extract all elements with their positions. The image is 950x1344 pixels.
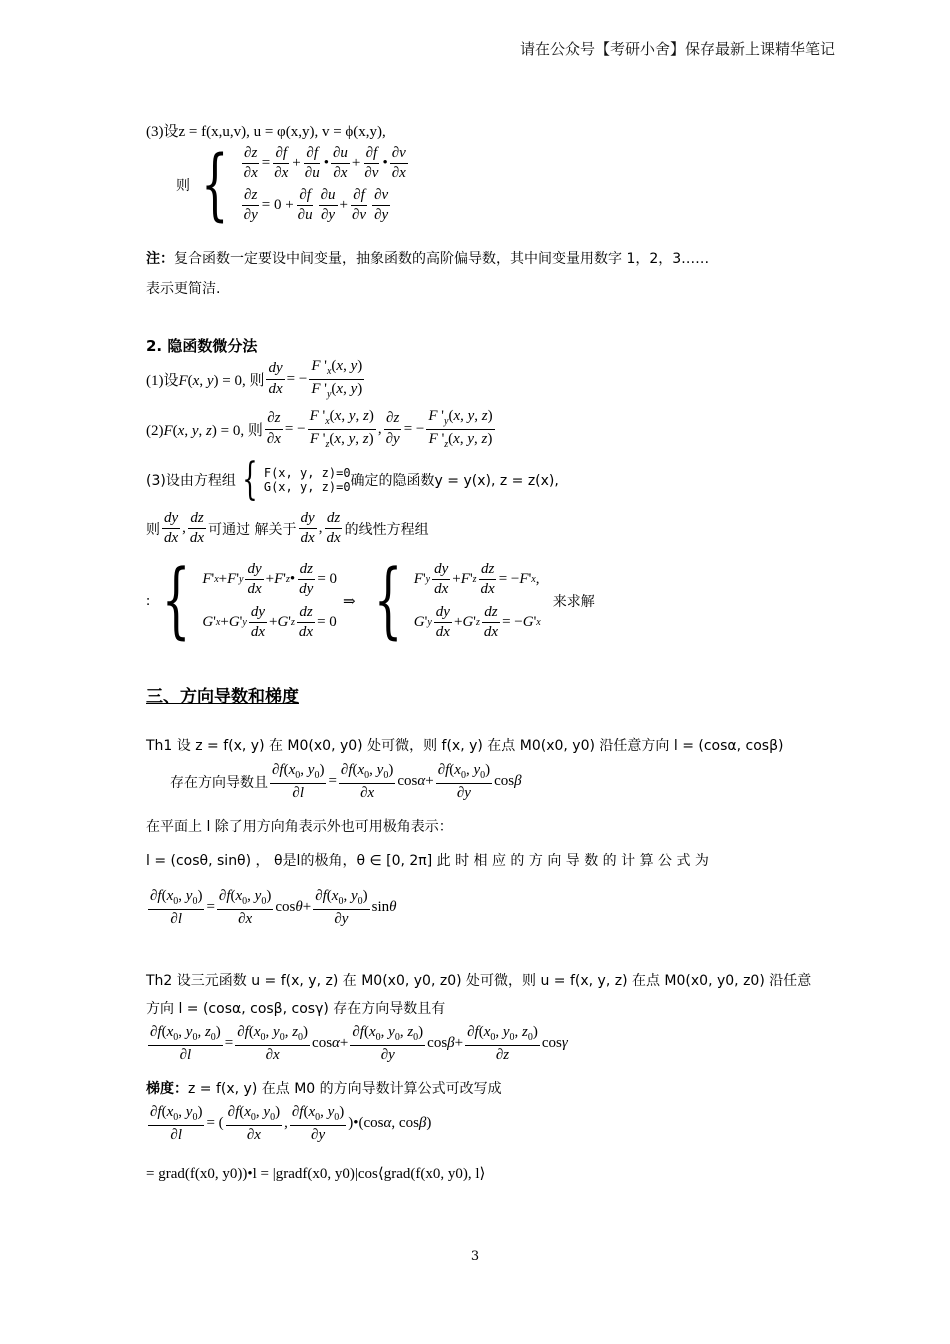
system-eq-f: F(x, y, z)=0 [263,466,351,480]
th1-formula-line: 存在方向导数且 $\frac{\partial f(x_0, y_0)}{\partial l}$ = $\frac{\partial f(x_0, y_0)}{\partial x}$ cos α + $\frac{\partial f(x_0, y_0)}{\partial y}$ cos β [170,762,522,801]
note-line2: 表示更简洁. [146,281,221,297]
gradient-formula: $\frac{\partial f(x_0, y_0)}{\partial l}$ = ( $\frac{\partial f(x_0, y_0)}{\partial x}$ , $\frac{\partial f(x_0, y_0)}{\partial y}$ )•(cos α , cos β ) [150,1104,432,1143]
item3-eq2: $\frac{\partial z}{\partial y}$ = 0 + $\frac{\partial f}{\partial u}$ $\frac{\partial u}{\partial y}$ + $\frac{\partial f}{\partial v}$ $\frac{\partial v}{\partial y}$ [243,186,389,223]
th1-prefix: 存在方向导数且 [170,774,268,791]
polar-line: l = (cosθ, sinθ) ， θ是l的极角，θ ∈ [0, 2π] 此 时 相 应 的 方 向 导 数 的 计 算 公 式 为 [146,853,709,869]
polar-intro: 在平面上 l 除了用方向角表示外也可用极角表示： [146,819,453,835]
sys-left-eq2: G ' x + G ' y $\frac{dy}{dx}$ + G ' z $\frac{dz}{dx}$ = 0 [202,604,337,641]
page-number: 3 [470,1249,480,1264]
linear-system-right [414,561,541,642]
linear-system: : { F ' x + F ' y $\frac{dy}{dx}$ + F ' z • $\frac{dz}{dy}$ = 0 G ' x + G ' y $\frac{dy}{dx}$ + G ' z $\frac{dz}{dx}$ = 0 ⇒ { F ' y $\frac{dy}{dx}$ + F ' z $\frac{dz}{dx}$ = − F ' x , G ' y $\frac{dy}{dx}$ + G ' z $\frac{dz}{dx}$ = − G ' x 来求解 [146,553,595,648]
implicit-item3: (3)设由方程组 { F(x, y, z)=0 G(x, y, z)=0 确定的隐函数y = y(x), z = z(x), [146,454,559,505]
gradient-text: z = f(x, y) 在点 M0 的方向导数计算公式可改写成 [188,1081,502,1097]
then-mid: 可通过 解关于 [208,521,297,538]
th2-formula: $\frac{\partial f(x_0, y_0, z_0)}{\partial l}$ = $\frac{\partial f(x_0, y_0, z_0)}{\partial x}$ cos α + $\frac{\partial f(x_0, y_0, z_0)}{\partial y}$ cos β + $\frac{\partial f(x_0, y_0, z_0)}{\partial z}$ cos γ [150,1024,568,1063]
gradient-line [146,1078,502,1098]
th1-line1: Th1 设 z = f(x, y) 在 M0(x0, y0) 处可微，则 f(x, y) 在点 M0(x0, y0) 沿任意方向 l = (cosα, cosβ) [146,738,784,754]
implicit-then-line: 则 $\frac{dy}{dx}$ , $\frac{dz}{dx}$ 可通过 解关于 $\frac{dy}{dx}$ , $\frac{dz}{dx}$ 的线性方程组 [146,510,429,547]
item3-prefix: (3)设由方程组 [146,473,236,489]
item3-brace: { [201,139,229,230]
page-header: 请在公众号【考研小舍】保存最新上课精华笔记 [519,40,835,58]
item3-then: 则 [176,177,190,194]
gradient-label: 梯度： [146,1081,188,1097]
gradient-line2: = grad(f(x0, y0))•l = |gradf(x0, y0)|cos⟨grad(f(x0, y0), l⟩ [146,1166,486,1182]
note-label: 注： [146,251,174,267]
then-suffix: 的线性方程组 [344,521,429,538]
implicit-item1: (1)设F(x, y) = 0, 则 $\frac{dy}{dx}$ = − $\frac{F '_x(x, y)}{F '_y(x, y)}$ [146,358,363,400]
item3-system-pair [264,466,351,494]
implicit-item2: (2)F(x, y, z) = 0, 则 $\frac{\partial z}{\partial x}$ = − $\frac{F '_x(x, y, z)}{F '_z(x, y, z)}$ , $\frac{\partial z}{\partial y}$ = − $\frac{F '_y(x, y, z)}{F '_z(x, y, z)}$ [146,408,493,450]
item3-equations [240,145,410,224]
th2-line2: 方向 l = (cosα, cosβ, cosγ) 存在方向导数且有 [146,1001,446,1017]
item3-intro [146,120,386,141]
linear-system-left [202,561,337,642]
item3-system [176,139,410,230]
section3-title: 三、方向导数和梯度 [146,687,299,707]
then-prefix: 则 [146,521,160,538]
polar-formula: $\frac{\partial f(x_0, y_0)}{\partial l}$ = $\frac{\partial f(x_0, y_0)}{\partial x}$ cos θ + $\frac{\partial f(x_0, y_0)}{\partial y}$ sin θ [150,888,397,927]
th2-line1: Th2 设三元函数 u = f(x, y, z) 在 M0(x0, y0, z0) 处可微，则 u = f(x, y, z) 在点 M0(x0, y0, z0) 沿任意 [146,973,812,989]
item3-eq1: $\frac{\partial z}{\partial x}$ = $\frac{\partial f}{\partial x}$ + $\frac{\partial f}{\partial u}$ • $\frac{\partial u}{\partial x}$ + $\frac{\partial f}{\partial v}$ • $\frac{\partial v}{\partial x}$ [243,145,406,182]
system-eq-g: G(x, y, z)=0 [263,480,351,494]
section2-title: 2. 隐函数微分法 [146,337,258,355]
item3-suffix: 确定的隐函数y = y(x), z = z(x), [350,473,559,489]
sys-right-eq1: F ' y $\frac{dy}{dx}$ + F ' z $\frac{dz}{dx}$ = − F ' x , [413,560,540,597]
note-text1: 复合函数一定要设中间变量，抽象函数的高阶偏导数，其中间变量用数字 1，2，3…… [174,251,710,267]
item3-intro-text: (3)设z = f(x,u,v), u = φ(x,y), v = ϕ(x,y), [146,124,386,140]
solve-text: 来求解 [552,594,595,610]
sys-left-eq1: F ' x + F ' y $\frac{dy}{dx}$ + F ' z • $\frac{dz}{dy}$ = 0 [202,560,338,597]
note-line1 [146,248,709,268]
sys-right-eq2: G ' y $\frac{dy}{dx}$ + G ' z $\frac{dz}{dx}$ = − G ' x [413,604,541,641]
